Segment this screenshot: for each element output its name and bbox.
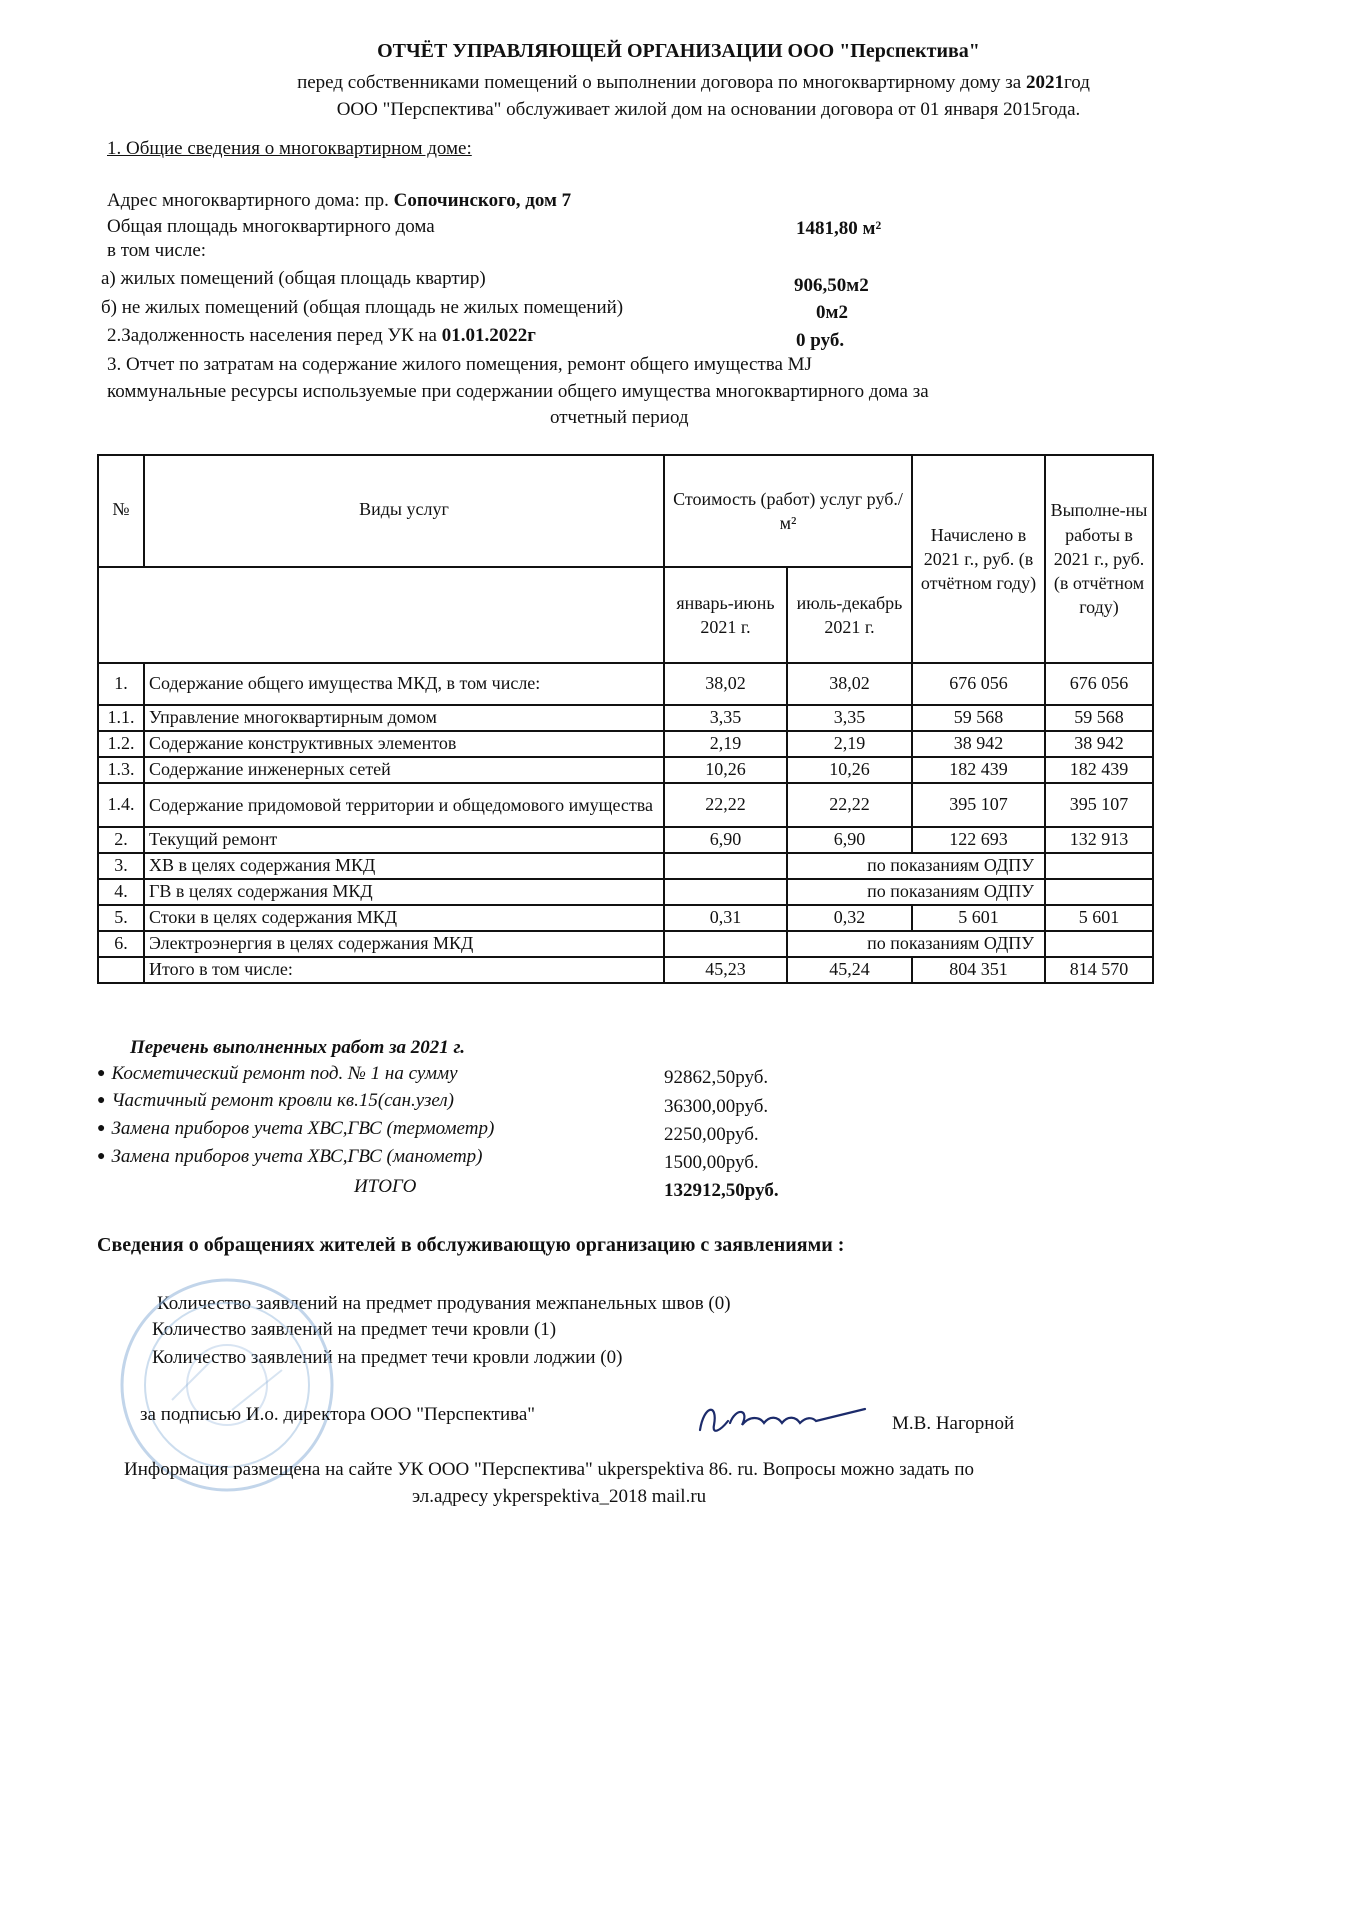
row-cost-h1-cell: 22,22 bbox=[664, 783, 787, 827]
row-charged-cell: 395 107 bbox=[912, 783, 1045, 827]
row-num-cell: 1.3. bbox=[98, 757, 144, 783]
subhead-empty-cell bbox=[98, 567, 664, 663]
row-cost-h2-cell: 45,24 bbox=[787, 957, 912, 983]
table-row bbox=[98, 783, 1153, 827]
residential-area-value: 906,50м2 bbox=[794, 275, 869, 296]
footer-line-2: эл.адресу ykperspektiva_2018 mail.ru bbox=[412, 1486, 707, 1507]
row-service-cell: Стоки в целях содержания МКД bbox=[144, 905, 664, 931]
col-h2-header: июль-декабрь 2021 г. bbox=[787, 567, 912, 663]
row-done-cell: 676 056 bbox=[1045, 663, 1153, 705]
row-service-cell: ХВ в целях содержания МКД bbox=[144, 853, 664, 879]
section-general-title: 1. Общие сведения о многоквартирном доме: bbox=[107, 138, 472, 159]
works-item: ● Замена приборов учета ХВС,ГВС (термометр) bbox=[97, 1118, 494, 1140]
row-charged-cell: 38 942 bbox=[912, 731, 1045, 757]
row-odpu-cell: по показаниям ОДПУ bbox=[787, 879, 1045, 905]
row-num-cell: 5. bbox=[98, 905, 144, 931]
row-service-cell: Содержание инженерных сетей bbox=[144, 757, 664, 783]
row-num-cell: 6. bbox=[98, 931, 144, 957]
row-cost-h1-cell: 6,90 bbox=[664, 827, 787, 853]
nonresidential-area-label: б) не жилых помещений (общая площадь не жилых помещений) bbox=[101, 297, 624, 318]
works-total-amount: 132912,50руб. bbox=[664, 1180, 779, 1201]
row-done-cell: 814 570 bbox=[1045, 957, 1153, 983]
services-table bbox=[97, 454, 1154, 984]
row-empty-cell bbox=[664, 931, 787, 957]
row-done-cell: 59 568 bbox=[1045, 705, 1153, 731]
works-title: Перечень выполненных работ за 2021 г. bbox=[130, 1037, 465, 1058]
total-area-label: Общая площадь многоквартирного дома bbox=[107, 216, 435, 237]
row-cost-h1-cell: 0,31 bbox=[664, 905, 787, 931]
row-cost-h2-cell: 22,22 bbox=[787, 783, 912, 827]
row-service-cell: Содержание общего имущества МКД, в том числе: bbox=[144, 663, 664, 705]
row-service-cell: Содержание придомовой территории и общедомового имущества bbox=[144, 783, 664, 827]
table-row bbox=[98, 731, 1153, 757]
debt-value: 0 руб. bbox=[796, 330, 845, 351]
debt-label: 2.Задолженность населения перед УК на bbox=[107, 325, 437, 346]
works-item: ● Замена приборов учета ХВС,ГВС (манометр) bbox=[97, 1146, 483, 1168]
works-item: ● Частичный ремонт кровли кв.15(сан.узел) bbox=[97, 1090, 454, 1112]
report-line-3: отчетный период bbox=[550, 407, 689, 428]
nonresidential-area-value: 0м2 bbox=[816, 302, 848, 323]
row-num-cell: 2. bbox=[98, 827, 144, 853]
works-total-label: ИТОГО bbox=[354, 1176, 417, 1197]
row-done-cell: 132 913 bbox=[1045, 827, 1153, 853]
works-item: ● Косметический ремонт под. № 1 на сумму bbox=[97, 1063, 458, 1085]
row-cost-h2-cell: 2,19 bbox=[787, 731, 912, 757]
appeal-line: Количество заявлений на предмет продувания межпанельных швов (0) bbox=[157, 1293, 731, 1314]
col-h1-header: январь-июнь 2021 г. bbox=[664, 567, 787, 663]
row-num-cell: 3. bbox=[98, 853, 144, 879]
row-empty-cell bbox=[1045, 853, 1153, 879]
row-cost-h2-cell: 10,26 bbox=[787, 757, 912, 783]
row-empty-cell bbox=[1045, 879, 1153, 905]
signatory-name: М.В. Нагорной bbox=[892, 1413, 1015, 1434]
row-empty-cell bbox=[664, 853, 787, 879]
col-num-header: № bbox=[98, 455, 144, 567]
row-cost-h2-cell: 38,02 bbox=[787, 663, 912, 705]
handwritten-signature-icon bbox=[690, 1395, 870, 1445]
works-item-amount: 1500,00руб. bbox=[664, 1152, 759, 1173]
including-label: в том числе: bbox=[107, 240, 207, 261]
row-empty-cell bbox=[1045, 931, 1153, 957]
row-service-cell: Содержание конструктивных элементов bbox=[144, 731, 664, 757]
row-service-cell: Текущий ремонт bbox=[144, 827, 664, 853]
table-body bbox=[98, 663, 1153, 983]
row-charged-cell: 122 693 bbox=[912, 827, 1045, 853]
row-charged-cell: 676 056 bbox=[912, 663, 1045, 705]
table-row bbox=[98, 827, 1153, 853]
row-service-cell: ГВ в целях содержания МКД bbox=[144, 879, 664, 905]
row-cost-h2-cell: 6,90 bbox=[787, 827, 912, 853]
row-cost-h2-cell: 0,32 bbox=[787, 905, 912, 931]
table-row bbox=[98, 931, 1153, 957]
row-charged-cell: 59 568 bbox=[912, 705, 1045, 731]
report-line-1: 3. Отчет по затратам на содержание жилого помещения, ремонт общего имущества МЈ bbox=[107, 354, 812, 375]
row-num-cell: 1. bbox=[98, 663, 144, 705]
row-done-cell: 182 439 bbox=[1045, 757, 1153, 783]
contract-line: ООО "Перспектива" обслуживает жилой дом на основании договора от 01 января 2015года. bbox=[336, 99, 1081, 120]
subtitle-suffix: год bbox=[1063, 72, 1090, 93]
debt-row bbox=[107, 325, 536, 347]
report-title: ОТЧЁТ УПРАВЛЯЮЩЕЙ ОРГАНИЗАЦИИ ООО "Перспектива" bbox=[377, 40, 980, 62]
row-done-cell: 38 942 bbox=[1045, 731, 1153, 757]
appeal-line: Количество заявлений на предмет течи кровли лоджии (0) bbox=[152, 1347, 623, 1368]
table-head-row bbox=[98, 455, 1153, 567]
row-cost-h1-cell: 3,35 bbox=[664, 705, 787, 731]
debt-date: 01.01.2022г bbox=[441, 325, 536, 346]
row-num-cell bbox=[98, 957, 144, 983]
col-done-header: Выполне-ны работы в 2021 г., руб. (в отчётном году) bbox=[1045, 455, 1153, 663]
address-row bbox=[107, 190, 571, 212]
row-service-cell: Итого в том числе: bbox=[144, 957, 664, 983]
row-charged-cell: 182 439 bbox=[912, 757, 1045, 783]
subtitle-text: перед собственниками помещений о выполнении договора по многоквартирному дому за bbox=[297, 72, 1022, 93]
row-cost-h1-cell: 45,23 bbox=[664, 957, 787, 983]
col-services-header: Виды услуг bbox=[144, 455, 664, 567]
col-charged-header: Начислено в 2021 г., руб. (в отчётном году) bbox=[912, 455, 1045, 663]
signature-label: за подписью И.о. директора ООО "Перспектива" bbox=[140, 1404, 536, 1425]
row-num-cell: 1.4. bbox=[98, 783, 144, 827]
residential-area-label: а) жилых помещений (общая площадь квартир) bbox=[101, 268, 486, 289]
row-done-cell: 395 107 bbox=[1045, 783, 1153, 827]
row-num-cell: 4. bbox=[98, 879, 144, 905]
table-row bbox=[98, 853, 1153, 879]
table-row bbox=[98, 663, 1153, 705]
row-cost-h1-cell: 38,02 bbox=[664, 663, 787, 705]
appeals-title: Сведения о обращениях жителей в обслуживающую организацию с заявлениями : bbox=[97, 1234, 845, 1256]
row-empty-cell bbox=[664, 879, 787, 905]
col-cost-header: Стоимость (работ) услуг руб./м² bbox=[664, 455, 912, 567]
subtitle-year: 2021 bbox=[1025, 72, 1064, 93]
report-line-2: коммунальные ресурсы используемые при содержании общего имущества многоквартирного дома за bbox=[107, 381, 929, 402]
footer-line-1: Информация размещена на сайте УК ООО "Перспектива" ukperspektiva 86. ru. Вопросы можно задать по bbox=[124, 1459, 974, 1480]
row-cost-h1-cell: 2,19 bbox=[664, 731, 787, 757]
table-row bbox=[98, 705, 1153, 731]
row-num-cell: 1.2. bbox=[98, 731, 144, 757]
row-num-cell: 1.1. bbox=[98, 705, 144, 731]
row-charged-cell: 5 601 bbox=[912, 905, 1045, 931]
row-odpu-cell: по показаниям ОДПУ bbox=[787, 931, 1045, 957]
works-item-amount: 2250,00руб. bbox=[664, 1124, 759, 1145]
row-cost-h2-cell: 3,35 bbox=[787, 705, 912, 731]
works-item-amount: 92862,50руб. bbox=[664, 1067, 769, 1088]
address-label: Адрес многоквартирного дома: пр. bbox=[107, 190, 389, 211]
table-row bbox=[98, 879, 1153, 905]
total-area-value: 1481,80 м² bbox=[796, 218, 882, 239]
row-cost-h1-cell: 10,26 bbox=[664, 757, 787, 783]
row-odpu-cell: по показаниям ОДПУ bbox=[787, 853, 1045, 879]
address-value: Сопочинского, дом 7 bbox=[393, 190, 572, 211]
row-charged-cell: 804 351 bbox=[912, 957, 1045, 983]
row-service-cell: Управление многоквартирным домом bbox=[144, 705, 664, 731]
table-row bbox=[98, 905, 1153, 931]
table-row bbox=[98, 757, 1153, 783]
row-done-cell: 5 601 bbox=[1045, 905, 1153, 931]
table-row bbox=[98, 957, 1153, 983]
row-service-cell: Электроэнергия в целях содержания МКД bbox=[144, 931, 664, 957]
appeal-line: Количество заявлений на предмет течи кровли (1) bbox=[152, 1319, 557, 1340]
works-item-amount: 36300,00руб. bbox=[664, 1096, 769, 1117]
report-subtitle bbox=[0, 72, 1357, 94]
